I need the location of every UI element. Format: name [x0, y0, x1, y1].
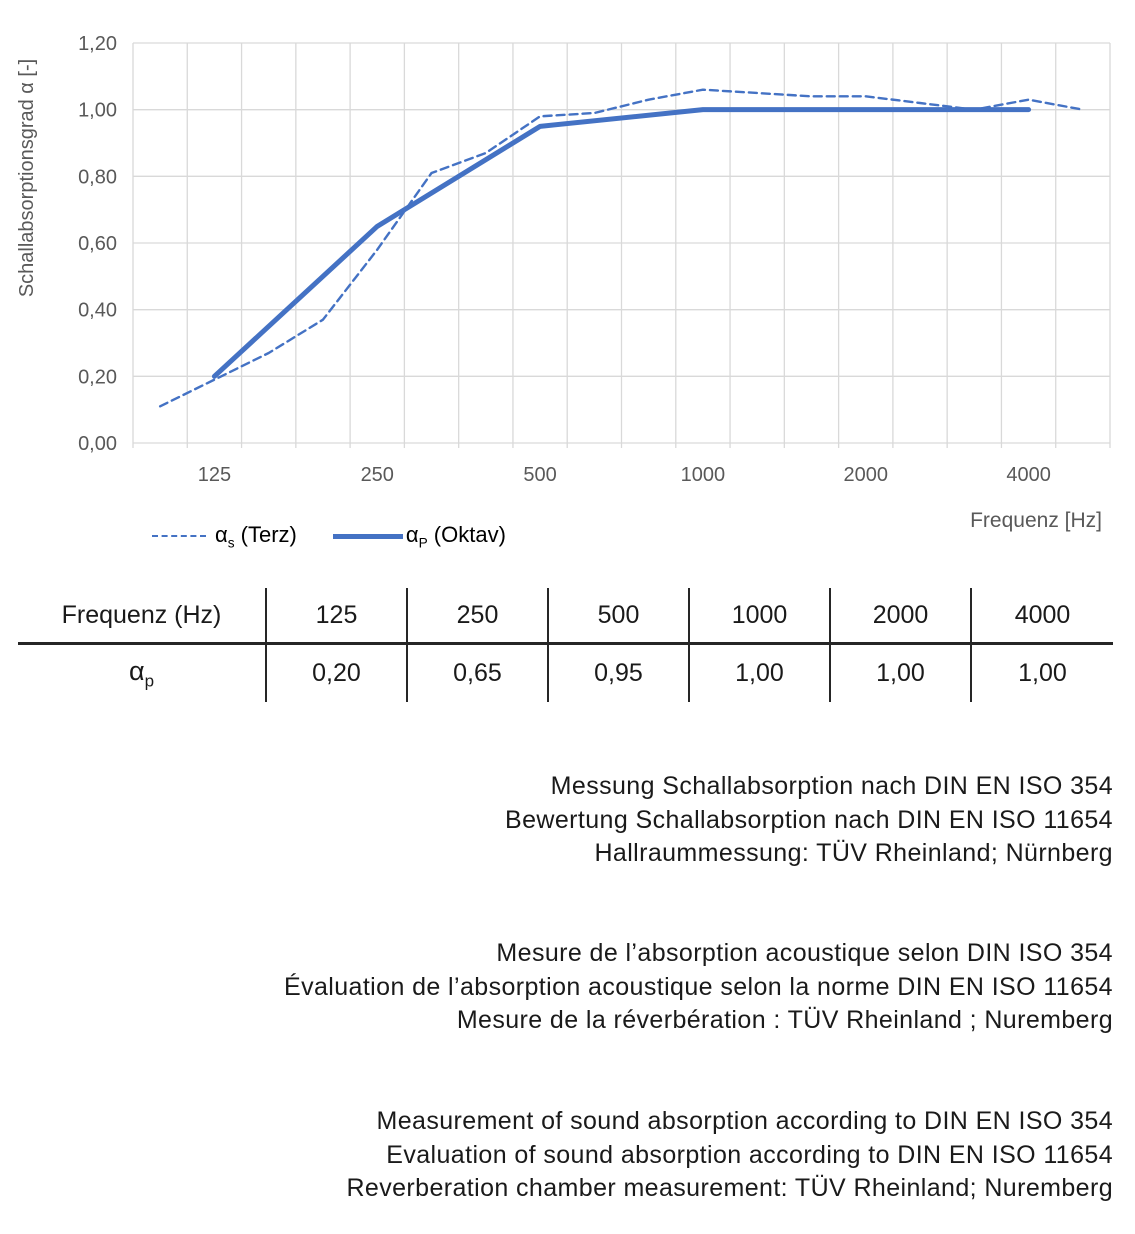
table-value-cell: 1,00: [831, 645, 972, 702]
x-axis-title: Frequenz [Hz]: [970, 509, 1102, 532]
legend-text: (Oktav): [427, 522, 506, 547]
chart-legend: [152, 522, 506, 550]
table-header-cell: 500: [549, 588, 690, 645]
text-line: Mesure de la réverbération : TÜV Rheinland ; Nuremberg: [456, 1006, 1113, 1034]
legend-item-terz: [152, 522, 297, 550]
legend-label-terz: [215, 522, 297, 550]
y-tick-label: 0,40: [78, 299, 117, 322]
y-tick-label: 0,80: [78, 166, 117, 189]
chart-plot-svg: [0, 0, 1135, 551]
alpha-symbol: α: [405, 522, 419, 547]
legend-text: (Terz): [234, 522, 297, 547]
table-value-cell: 1,00: [1018, 659, 1067, 687]
table-row-label: [18, 645, 267, 702]
x-tick-label: 500: [523, 464, 557, 486]
table-value-cell: 1,00: [690, 645, 831, 702]
y-tick-label: 0,20: [78, 366, 117, 389]
alpha-subscript: s: [227, 535, 235, 551]
table-value-cell: 0,65: [408, 645, 549, 702]
x-tick-label: 4000: [1006, 464, 1051, 486]
legend-label-oktav: [406, 522, 506, 550]
absorption-table: [18, 588, 1113, 702]
text-line: Évaluation de l’absorption acoustique selon la norme DIN EN ISO 11654: [284, 972, 1113, 1001]
table-value-cell: 0,20: [267, 645, 408, 702]
table-header-cell: Frequenz (Hz): [18, 588, 267, 645]
text-line: Reverberation chamber measurement: TÜV Rheinland; Nuremberg: [346, 1174, 1113, 1202]
solid-line-swatch: [333, 534, 403, 539]
text-line: Messung Schallabsorption nach DIN EN ISO 354: [550, 772, 1113, 800]
x-tick-label: 250: [360, 464, 394, 486]
table-header-cell: 2000: [831, 588, 972, 645]
dashed-line-swatch: [152, 535, 206, 537]
y-axis-title: Schallabsorptionsgrad α [-]: [16, 58, 38, 298]
text-block-english: [346, 1105, 1113, 1206]
table-header-cell: 125: [267, 588, 408, 645]
y-tick-label: 0,60: [78, 233, 117, 255]
legend-item-oktav: [333, 522, 506, 550]
alpha-p-label: $\alpha_p$: [128, 655, 155, 691]
y-tick-label: 1,00: [78, 99, 117, 122]
table-value-cell: 0,95: [549, 645, 690, 702]
text-line: Measurement of sound absorption according to DIN EN ISO 354: [376, 1107, 1113, 1135]
text-line: Hallraummessung: TÜV Rheinland; Nürnberg: [594, 839, 1113, 867]
absorption-chart: [0, 0, 1135, 565]
alpha-symbol: α: [215, 522, 228, 547]
table-header-cell: 4000: [972, 588, 1113, 645]
x-tick-label: 125: [197, 464, 232, 486]
x-tick-label: 1000: [680, 464, 726, 486]
text-block-german: [505, 770, 1113, 871]
alpha-subscript: P: [418, 535, 428, 551]
text-line: Evaluation of sound absorption according to DIN EN ISO 11654: [386, 1140, 1113, 1169]
table-header-cell: 1000: [690, 588, 831, 645]
text-line: Mesure de l’absorption acoustique selon DIN ISO 354: [496, 939, 1113, 967]
text-block-french: [284, 937, 1113, 1038]
y-tick-label: 0,00: [78, 433, 117, 455]
table-header-cell: 250: [408, 588, 549, 645]
x-tick-label: 2000: [843, 464, 888, 486]
text-line: Bewertung Schallabsorption nach DIN EN ISO 11654: [505, 805, 1113, 834]
y-tick-label: 1,20: [78, 33, 117, 55]
